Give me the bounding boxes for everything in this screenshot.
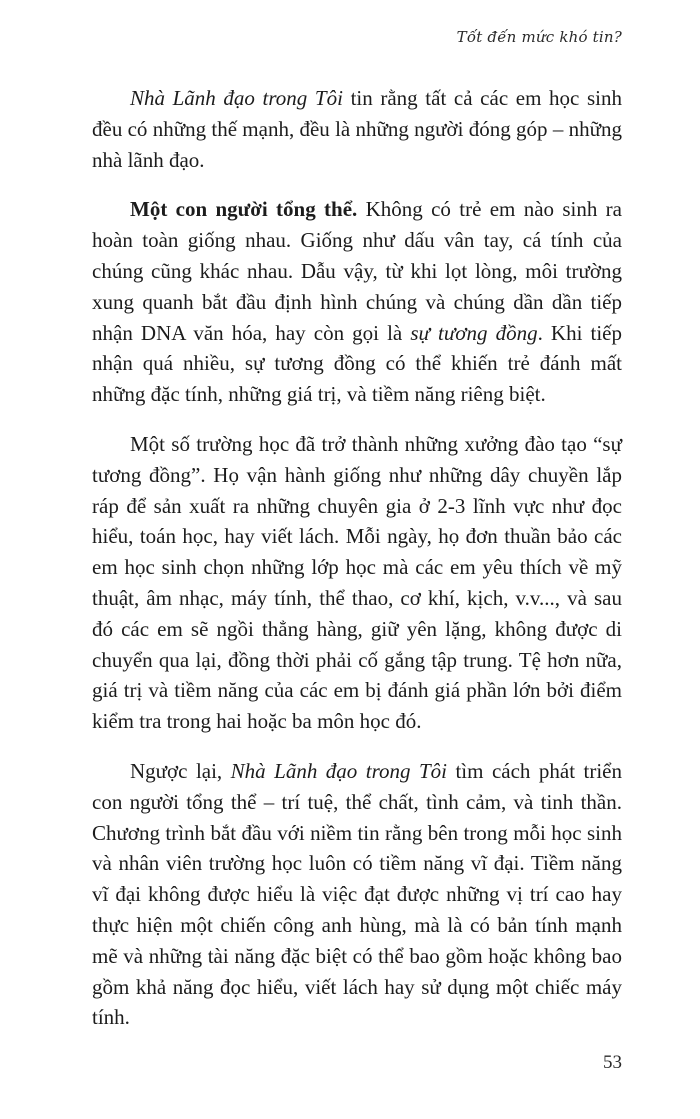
- running-head-title: Tốt đến mức khó tin?: [456, 28, 622, 46]
- paragraph-4: [92, 756, 622, 1033]
- program-name-italic: Nhà Lãnh đạo trong Tôi: [130, 86, 343, 110]
- paragraph-1: [92, 83, 622, 175]
- body-text: [92, 83, 622, 1033]
- section-heading-bold: Một con người tổng thể.: [130, 197, 358, 222]
- paragraph-4-text-a: Ngược lại,: [130, 758, 231, 783]
- paragraph-2-text-a: Không có trẻ em nào sinh ra hoàn toàn giống nhau. Giống như dấu vân tay, cá tính của chúng cũng khác nhau. Dẫu vậy, từ khi lọt lòng, môi trường xung quanh bắt đầu định hình chúng và chúng dần dần tiếp nhận DNA văn hóa, hay còn gọi là: [92, 197, 622, 345]
- paragraph-2-text-b: . Khi tiếp nhận quá nhiều, sự tương đồng có thể khiến trẻ đánh mất những đặc tính, những giá trị, và tiềm năng riêng biệt.: [92, 320, 622, 407]
- term-italic: sự tương đồng: [410, 320, 538, 345]
- paragraph-2: [92, 194, 622, 410]
- program-name-italic: Nhà Lãnh đạo trong Tôi: [230, 758, 447, 783]
- paragraph-3-text: Một số trường học đã trở thành những xưởng đào tạo “sự tương đồng”. Họ vận hành giống như những dây chuyền lắp ráp để sản xuất ra những chuyên gia ở 2-3 lĩnh vực như đọc hiểu, toán học, hay viết lách. Mỗi ngày, họ đơn thuần bảo các em học sinh chọn những lớp học mà các em yêu thích về mỹ thuật, âm nhạc, máy tính, thể thao, cơ khí, kịch, v.v..., và sau đó các em sẽ ngồi thẳng hàng, giữ yên lặng, không được di chuyển qua lại, đồng thời phải cố gắng tập trung. Tệ hơn nữa, giá trị và tiềm năng của các em bị đánh giá phần lớn bởi điểm kiểm tra trong hai hoặc ba môn học đó.: [92, 431, 622, 734]
- paragraph-3: [92, 429, 622, 737]
- paragraph-1-text: tin rằng tất cả các em học sinh đều có những thế mạnh, đều là những người đóng góp – những nhà lãnh đạo.: [92, 86, 622, 172]
- paragraph-4-text-b: tìm cách phát triển con người tổng thể – trí tuệ, thể chất, tình cảm, và tinh thần. Chương trình bắt đầu với niềm tin rằng bên trong mỗi học sinh và nhân viên trường học luôn có tiềm năng vĩ đại. Tiềm năng vĩ đại không được hiểu là việc đạt được những vị trí cao hay thực hiện một chiến công anh hùng, mà là có bản tính mạnh mẽ và những tài năng đặc biệt có thể bao gồm hoặc không bao gồm khả năng đọc hiểu, viết lách hay sử dụng một chiếc máy tính.: [92, 758, 622, 1030]
- page-number: 53: [603, 1052, 622, 1073]
